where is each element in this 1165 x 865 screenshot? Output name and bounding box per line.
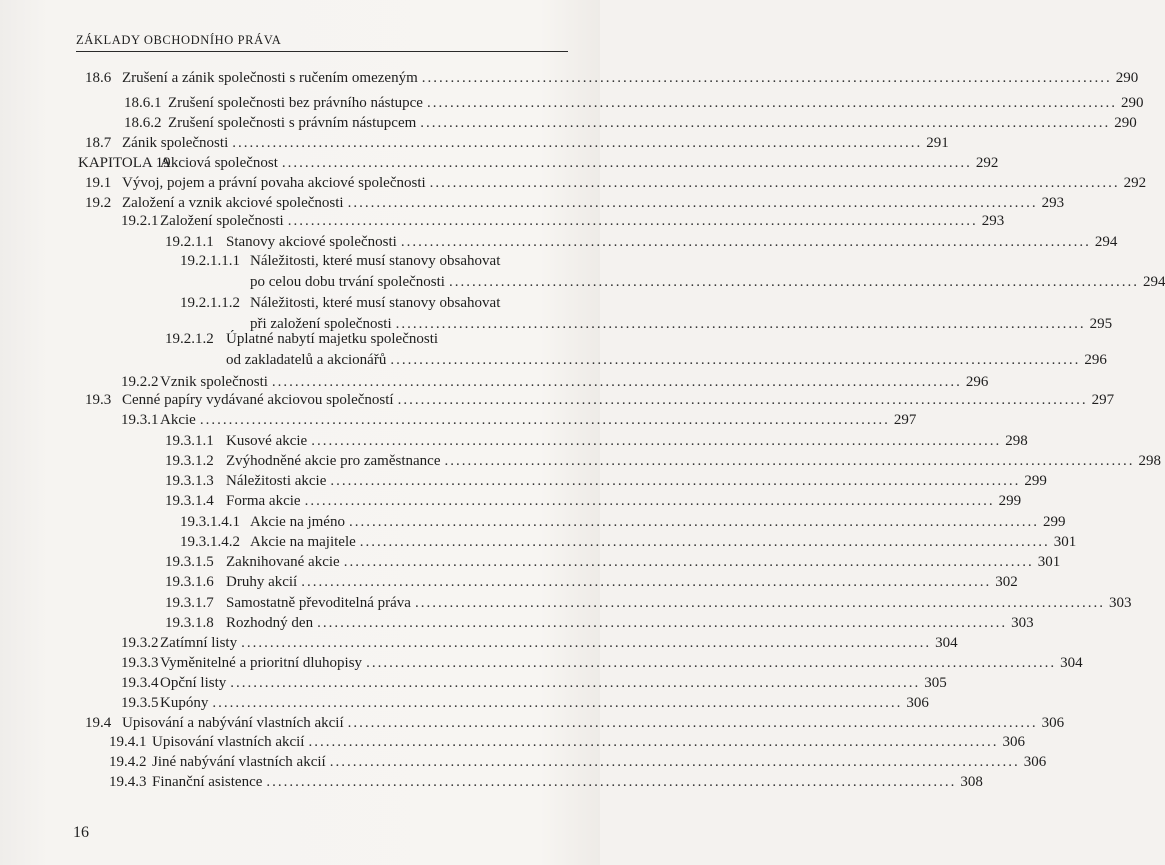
toc-entry-page: 301 [1053, 534, 1077, 550]
toc-entry-page: 292 [1123, 175, 1147, 191]
toc-leader-dots: ........................................................................................................................ [414, 595, 1105, 611]
toc-leader-dots: ........................................................................................................................ [429, 175, 1120, 191]
toc-entry-number: 19.4.3 [109, 774, 147, 790]
toc-entry-number: 19.2 [85, 195, 112, 211]
toc-entry-title: Zrušení společnosti s právním nástupcem [168, 115, 417, 131]
toc-entry-title: Upisování vlastních akcií [152, 734, 305, 750]
toc-entry-title: Vyměnitelné a prioritní dluhopisy [160, 655, 363, 671]
toc-entry-page: 297 [1091, 392, 1115, 408]
toc-leader-dots: ........................................................................................................................ [421, 70, 1112, 86]
toc-leader-dots: ........................................................................................................................ [330, 473, 1021, 489]
toc-entry-page: 291 [926, 135, 949, 151]
toc-entry-page: 290 [1115, 70, 1139, 86]
toc-entry-title: Akcie na jméno [250, 514, 345, 530]
toc-entry-number: 19.3.1.5 [165, 554, 214, 570]
toc-entry-title: Samostatně převoditelná práva [226, 595, 411, 611]
toc-entry-page: 292 [975, 155, 999, 171]
toc-leader-dots: ........................................................................................................................ [271, 374, 962, 390]
toc-entry-title: Rozhodný den [226, 615, 314, 631]
toc-leader-dots: ........................................................................................................................ [347, 195, 1038, 211]
toc-entry-number: 19.3.5 [121, 695, 159, 711]
toc-entry-page: 293 [981, 213, 1005, 229]
toc-entry-page: 306 [1041, 715, 1065, 731]
toc-leader-dots: ........................................................................................................................ [359, 534, 1050, 550]
toc-entry-number: 18.6.1 [124, 95, 162, 111]
toc-leader-dots: ........................................................................................................................ [230, 675, 921, 691]
toc-leader-dots: ........................................................................................................................ [304, 493, 995, 509]
toc-entry-title: Vývoj, pojem a právní povaha akciové společnosti [122, 175, 426, 191]
toc-entry-page: 305 [924, 675, 947, 691]
toc-entry-number: 19.3.2 [121, 635, 159, 651]
toc-leader-dots: ........................................................................................................................ [241, 635, 932, 651]
toc-entry-page: 298 [1005, 433, 1028, 449]
toc-entry-number: 18.6.2 [124, 115, 162, 131]
toc-entry-title: Zrušení společnosti bez právního nástupce [168, 95, 423, 111]
toc-entry-title: Zatímní listy [160, 635, 238, 651]
toc-entry-number: 19.4.2 [109, 754, 147, 770]
toc-entry-number: 19.4 [85, 715, 112, 731]
toc-entry-page: 298 [1138, 453, 1161, 469]
toc-entry-number: 19.2.2 [121, 374, 159, 390]
toc-leader-dots: ........................................................................................................................ [311, 433, 1002, 449]
toc-leader-dots: ........................................................................................................................ [347, 715, 1038, 731]
toc-entry-title: Akcie [160, 412, 196, 428]
toc-entry-number: 19.3.1.4 [165, 493, 214, 509]
toc-leader-dots: ........................................................................................................................ [444, 453, 1135, 469]
toc-entry-page: 306 [906, 695, 929, 711]
toc-leader-dots: ........................................................................................................................ [366, 655, 1057, 671]
toc-entry-number: 19.2.1.2 [165, 331, 214, 347]
toc-entry-number: 19.3.3 [121, 655, 159, 671]
toc-entry-page: 297 [893, 412, 917, 428]
toc-entry-page: 299 [1024, 473, 1047, 489]
toc-entry-number: 19.3.1.1 [165, 433, 214, 449]
toc-entry-page: 304 [1060, 655, 1083, 671]
page-number: 16 [73, 824, 89, 841]
toc-entry-title: Zánik společnosti [122, 135, 229, 151]
toc-entry-number: 19.2.1 [121, 213, 159, 229]
toc-entry-title: Akcie na majitele [250, 534, 356, 550]
toc-leader-dots: ........................................................................................................................ [199, 412, 890, 428]
toc-entry-title: Finanční asistence [152, 774, 263, 790]
toc-entry-page: 295 [1089, 316, 1113, 332]
toc-entry-number: 18.7 [85, 135, 112, 151]
toc-entry-page: 308 [960, 774, 983, 790]
toc-leader-dots: ........................................................................................................................ [397, 392, 1088, 408]
toc-entry-title: Náležitosti akcie [226, 473, 327, 489]
toc-entry-title: Zaknihované akcie [226, 554, 340, 570]
toc-entry-page: 306 [1023, 754, 1047, 770]
toc-entry-page: 299 [1042, 514, 1066, 530]
toc-entry-number: 19.3.1.8 [165, 615, 214, 631]
toc-entry-title: Vznik společnosti [160, 374, 268, 390]
toc-leader-dots: ........................................................................................................................ [287, 213, 978, 229]
toc-entry-page: 301 [1037, 554, 1061, 570]
toc-entry-number: 19.3.1.4.1 [180, 514, 240, 530]
toc-entry-number: 19.1 [85, 175, 112, 191]
toc-entry-number: 19.2.1.1.1 [180, 253, 240, 269]
toc-entry-title: Opční listy [160, 675, 227, 691]
toc-entry-page: 290 [1120, 95, 1144, 111]
toc-leader-dots: ........................................................................................................................ [301, 574, 992, 590]
toc-entry-page: 303 [1011, 615, 1034, 631]
toc-entry-title: Akciová společnost [160, 155, 278, 171]
toc-entry-page: 302 [995, 574, 1018, 590]
toc-entry-title: Zvýhodněné akcie pro zaměstnance [226, 453, 441, 469]
toc-leader-dots: ........................................................................................................................ [390, 352, 1081, 368]
toc-entry-page: 296 [1084, 352, 1107, 368]
toc-leader-dots: ........................................................................................................................ [420, 115, 1111, 131]
toc-leader-dots: ........................................................................................................................ [281, 155, 972, 171]
toc-entry-page: 303 [1108, 595, 1132, 611]
toc-entry-page: 290 [1114, 115, 1137, 131]
toc-entry-number: KAPITOLA 19 [78, 155, 171, 171]
toc-entry-number: 19.3 [85, 392, 112, 408]
toc-entry-page: 296 [965, 374, 989, 390]
toc-entry-number: 19.3.4 [121, 675, 159, 691]
toc-entry-title: Kupóny [160, 695, 209, 711]
toc-entry-title: Kusové akcie [226, 433, 308, 449]
toc-leader-dots: ........................................................................................................................ [329, 754, 1020, 770]
header-rule [76, 51, 568, 52]
toc-entry-page: 304 [935, 635, 958, 651]
toc-entry-title: od zakladatelů a akcionářů [226, 352, 387, 368]
toc-entry-title-line1: Náležitosti, které musí stanovy obsahovat [250, 295, 501, 311]
toc-entry-number: 19.3.1 [121, 412, 159, 428]
toc-entry-page: 299 [998, 493, 1022, 509]
toc-leader-dots: ........................................................................................................................ [232, 135, 923, 151]
toc-leader-dots: ........................................................................................................................ [348, 514, 1039, 530]
toc-entry-title: Forma akcie [226, 493, 301, 509]
toc-entry-title: při založení společnosti [250, 316, 392, 332]
running-head: ZÁKLADY OBCHODNÍHO PRÁVA [76, 33, 282, 47]
toc-entry-number: 19.2.1.1.2 [180, 295, 240, 311]
toc-entry-number: 19.3.1.7 [165, 595, 214, 611]
toc-entry-title: Založení a vznik akciové společnosti [122, 195, 344, 211]
toc-leader-dots: ........................................................................................................................ [400, 234, 1091, 250]
toc-entry-number: 19.4.1 [109, 734, 147, 750]
toc-entry-title: Stanovy akciové společnosti [226, 234, 397, 250]
toc-entry-title: Jiné nabývání vlastních akcií [152, 754, 326, 770]
toc-entry-title: Upisování a nabývání vlastních akcií [122, 715, 344, 731]
toc-entry-title: Cenné papíry vydávané akciovou společností [122, 392, 394, 408]
toc-leader-dots: ........................................................................................................................ [395, 316, 1086, 332]
toc-leader-dots: ........................................................................................................................ [317, 615, 1008, 631]
toc-leader-dots: ........................................................................................................................ [343, 554, 1034, 570]
toc-entry-title: Druhy akcií [226, 574, 298, 590]
toc-entry-number: 19.3.1.2 [165, 453, 214, 469]
toc-leader-dots: ........................................................................................................................ [266, 774, 957, 790]
toc-entry-number: 19.3.1.6 [165, 574, 214, 590]
toc-leader-dots: ........................................................................................................................ [448, 274, 1139, 290]
toc-entry-page: 294 [1142, 274, 1165, 290]
toc-entry-title: Založení společnosti [160, 213, 284, 229]
toc-leader-dots: ........................................................................................................................ [308, 734, 999, 750]
toc-entry-number: 19.3.1.4.2 [180, 534, 240, 550]
toc-leader-dots: ........................................................................................................................ [426, 95, 1117, 111]
toc-entry-number: 18.6 [85, 70, 112, 86]
toc-leader-dots: ........................................................................................................................ [212, 695, 903, 711]
toc-entry-page: 293 [1041, 195, 1065, 211]
toc-entry-title-line1: Náležitosti, které musí stanovy obsahovat [250, 253, 501, 269]
toc-entry-number: 19.2.1.1 [165, 234, 214, 250]
toc-entry-page: 294 [1094, 234, 1118, 250]
toc-entry-page: 306 [1002, 734, 1025, 750]
toc-entry-title: Zrušení a zánik společnosti s ručením omezeným [122, 70, 418, 86]
toc-entry-title-line1: Úplatné nabytí majetku společnosti [226, 331, 439, 347]
toc-entry-number: 19.3.1.3 [165, 473, 214, 489]
toc-entry-title: po celou dobu trvání společnosti [250, 274, 445, 290]
